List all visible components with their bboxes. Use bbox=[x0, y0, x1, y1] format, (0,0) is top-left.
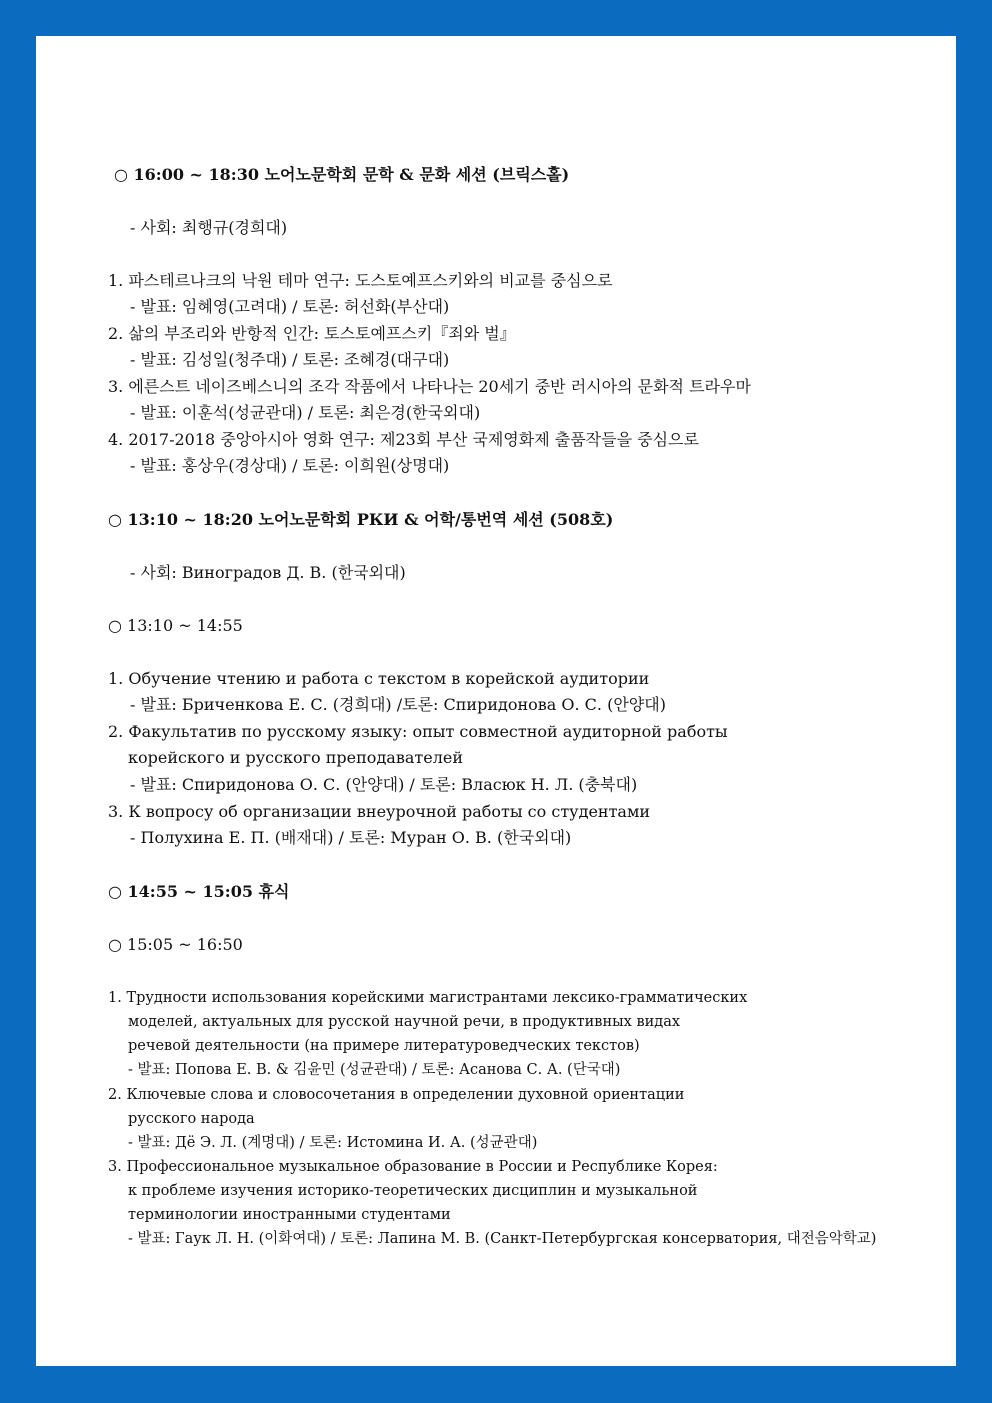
item-title: 1. Обучение чтению и работа с текстом в корейской аудитории bbox=[108, 669, 650, 688]
item-title: 3. К вопросу об организации внеурочной работы со студентами bbox=[108, 802, 651, 821]
item-title-continued: терминологии иностранными студентами bbox=[128, 1207, 451, 1223]
item-title: 1. Трудности использования корейскими магистрантами лексико-грамматических bbox=[108, 990, 748, 1006]
section-heading: ○ 15:05 ~ 16:50 bbox=[108, 935, 243, 954]
item-title: 4. 2017-2018 중앙아시아 영화 연구: 제23회 부산 국제영화제 출품작들을 중심으로 bbox=[108, 430, 699, 449]
item-title: 1. 파스테르나크의 낙원 테마 연구: 도스토예프스키와의 비교를 중심으로 bbox=[108, 271, 613, 290]
item-presenter: - 발표: Дё Э. Л. (계명대) / 토론: Истомина И. А. (성균관대) bbox=[128, 1135, 538, 1151]
item-presenter: - Полухина Е. П. (배재대) / 토론: Муран О. В. (한국외대) bbox=[130, 828, 572, 847]
item-presenter: - 발표: Спиридонова О. С. (안양대) / 토론: Власюк Н. Л. (충북대) bbox=[130, 775, 638, 794]
item-title-continued: к проблеме изучения историко-теоретических дисциплин и музыкальной bbox=[128, 1183, 698, 1199]
section-heading: ○ 14:55 ~ 15:05 휴식 bbox=[108, 882, 290, 901]
item-title: 2. Ключевые слова и словосочетания в определении духовной ориентации bbox=[108, 1087, 685, 1103]
item-title-continued: речевой деятельности (на примере литературоведческих текстов) bbox=[128, 1038, 640, 1054]
section-heading: ○ 13:10 ~ 18:20 노어노문학회 РКИ & 어학/통번역 세션 (508호) bbox=[108, 510, 614, 529]
section-heading: ○ 16:00 ~ 18:30 노어노문학회 문학 & 문화 세션 (브릭스홀) bbox=[114, 165, 570, 184]
item-title-continued: моделей, актуальных для русской научной речи, в продуктивных видах bbox=[128, 1014, 681, 1030]
item-title: 2. Факультатив по русскому языку: опыт совместной аудиторной работы bbox=[108, 722, 728, 741]
item-presenter: - 발표: Гаук Л. Н. (이화여대) / 토론: Лапина М. В. (Санкт-Петербургская консерватория, 대전음악학교) bbox=[128, 1231, 877, 1247]
item-presenter: - 발표: 김성일(청주대) / 토론: 조혜경(대구대) bbox=[130, 350, 450, 369]
section-heading: ○ 13:10 ~ 14:55 bbox=[108, 616, 243, 635]
item-presenter: - 발표: Бриченкова Е. С. (경희대) /토론: Спиридонова О. С. (안양대) bbox=[130, 695, 666, 714]
item-presenter: - 발표: 이훈석(성균관대) / 토론: 최은경(한국외대) bbox=[130, 403, 481, 422]
item-presenter: - 발표: Попова Е. В. & 김윤민 (성균관대) / 토론: Асанова С. А. (단국대) bbox=[128, 1062, 621, 1078]
item-presenter: - 발표: 홍상우(경상대) / 토론: 이희원(상명대) bbox=[130, 456, 450, 475]
item-title: 3. 에른스트 네이즈베스니의 조각 작품에서 나타나는 20세기 중반 러시아의 문화적 트라우마 bbox=[108, 377, 751, 396]
chair-line: - 사회: 최행규(경희대) bbox=[130, 218, 288, 237]
item-title: 3. Профессиональное музыкальное образование в России и Республике Корея: bbox=[108, 1159, 718, 1175]
item-title: 2. 삶의 부조리와 반항적 인간: 토스토예프스키『죄와 벌』 bbox=[108, 324, 516, 343]
item-title-continued: корейского и русского преподавателей bbox=[128, 748, 463, 767]
item-title-continued: русского народа bbox=[128, 1111, 255, 1127]
chair-line: - 사회: Виноградов Д. В. (한국외대) bbox=[130, 563, 406, 582]
document-page bbox=[36, 36, 956, 1366]
item-presenter: - 발표: 임혜영(고려대) / 토론: 허선화(부산대) bbox=[130, 297, 450, 316]
